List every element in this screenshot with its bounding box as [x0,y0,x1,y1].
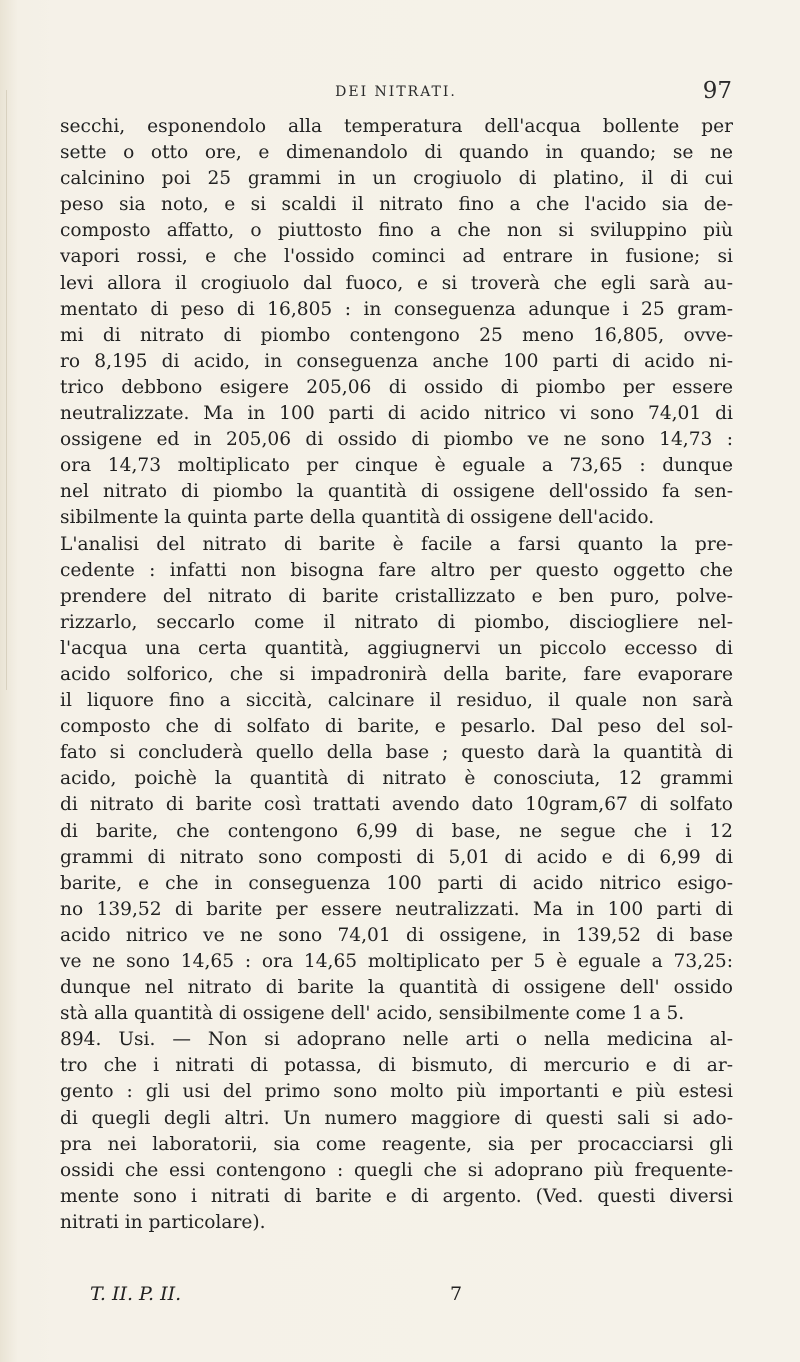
text-line: vapori rossi, e che l'ossido cominci ad entrare in fusione; si [60,246,733,268]
text-line: L'analisi del nitrato di barite è facile a farsi quanto la pre- [60,533,733,555]
text-line: rizzarlo, seccarlo come il nitrato di piombo, disciogliere nel- [60,611,733,633]
text-line: no 139,52 di barite per essere neutralizzati. Ma in 100 parti di [60,898,733,920]
text-line: 894. Usi. — Non si adoprano nelle arti o nella medicina al- [60,1029,733,1051]
text-line: l'acqua una certa quantità, aggiugnervi un piccolo eccesso di [60,637,733,659]
page-header [60,80,732,106]
text-line: neutralizzate. Ma in 100 parti di acido nitrico vi sono 74,01 di [60,403,733,425]
text-line: barite, e che in conseguenza 100 parti di acido nitrico esigo- [60,872,733,894]
text-line: composto affatto, o piuttosto fino a che non si sviluppino più [60,220,733,242]
text-line: ossidi che essi contengono : quegli che si adoprano più frequente- [60,1159,733,1181]
text-line: tro che i nitrati di potassa, di bismuto, di mercurio e di ar- [60,1055,733,1077]
text-line: di barite, che contengono 6,99 di base, ne segue che i 12 [60,820,733,842]
text-line: sibilmente la quinta parte della quantità di ossigene dell'acido. [60,507,655,529]
text-line: calcinino poi 25 grammi in un crogiuolo di platino, il di cui [60,168,733,190]
text-line: acido solforico, che si impadronirà della barite, fare evaporare [60,663,733,685]
body-text [60,114,733,1236]
text-line: di nitrato di barite così trattati avendo dato 10gram,67 di solfato [60,794,733,816]
text-line: sette o otto ore, e dimenandolo di quando in quando; se ne [60,142,733,164]
text-line: levi allora il crogiuolo dal fuoco, e si troverà che egli sarà au- [60,272,733,294]
text-line: ro 8,195 di acido, in conseguenza anche 100 parti di acido ni- [60,350,733,372]
text-line: grammi di nitrato sono composti di 5,01 di acido e di 6,99 di [60,846,733,868]
page-number: 97 [702,78,732,104]
text-line: acido nitrico ve ne sono 74,01 di ossigene, in 139,52 di base [60,924,733,946]
text-line: mente sono i nitrati di barite e di argento. (Ved. questi diversi [60,1185,733,1207]
text-line: stà alla quantità di ossigene dell' acido, sensibilmente come 1 a 5. [60,1003,685,1025]
page-footer [60,1283,733,1311]
text-line: nel nitrato di piombo la quantità di ossigene dell'ossido fa sen- [60,481,733,503]
text-line: acido, poichè la quantità di nitrato è conosciuta, 12 grammi [60,768,733,790]
text-line: ve ne sono 14,65 : ora 14,65 moltiplicato per 5 è eguale a 73,25: [60,951,733,972]
text-line: gento : gli usi del primo sono molto più importanti e più estesi [60,1081,733,1103]
text-line: di quegli degli altri. Un numero maggiore di questi sali si ado- [60,1107,733,1129]
text-line: pra nei laboratorii, sia come reagente, sia per procacciarsi gli [60,1133,733,1155]
printer-signature: T. II. P. II. [90,1283,182,1305]
text-line: mi di nitrato di piombo contengono 25 meno 16,805, ovve- [60,324,733,346]
page-gutter [6,90,17,690]
text-line: secchi, esponendolo alla temperatura dell'acqua bollente per [60,116,733,137]
text-line: nitrati in particolare). [60,1211,266,1233]
text-line: cedente : infatti non bisogna fare altro per questo oggetto che [60,559,733,581]
signature-number: 7 [450,1283,463,1305]
text-line: ora 14,73 moltiplicato per cinque è eguale a 73,65 : dunque [60,455,733,477]
text-line: composto che di solfato di barite, e pesarlo. Dal peso del sol- [60,716,733,738]
text-line: trico debbono esigere 205,06 di ossido di piombo per essere [60,376,733,398]
text-line: dunque nel nitrato di barite la quantità di ossigene dell' ossido [60,977,733,999]
text-line: prendere del nitrato di barite cristallizzato e ben puro, polve- [60,585,733,607]
text-line: il liquore fino a siccità, calcinare il residuo, il quale non sarà [60,690,733,712]
text-line: mentato di peso di 16,805 : in conseguenza adunque i 25 gram- [60,298,733,320]
running-title: DEI NITRATI. [335,84,457,100]
text-line: peso sia noto, e si scaldi il nitrato fino a che l'acido sia de- [60,194,733,216]
text-line: fato si concluderà quello della base ; questo darà la quantità di [60,742,733,764]
text-line: ossigene ed in 205,06 di ossido di piombo ve ne sono 14,73 : [60,429,733,451]
